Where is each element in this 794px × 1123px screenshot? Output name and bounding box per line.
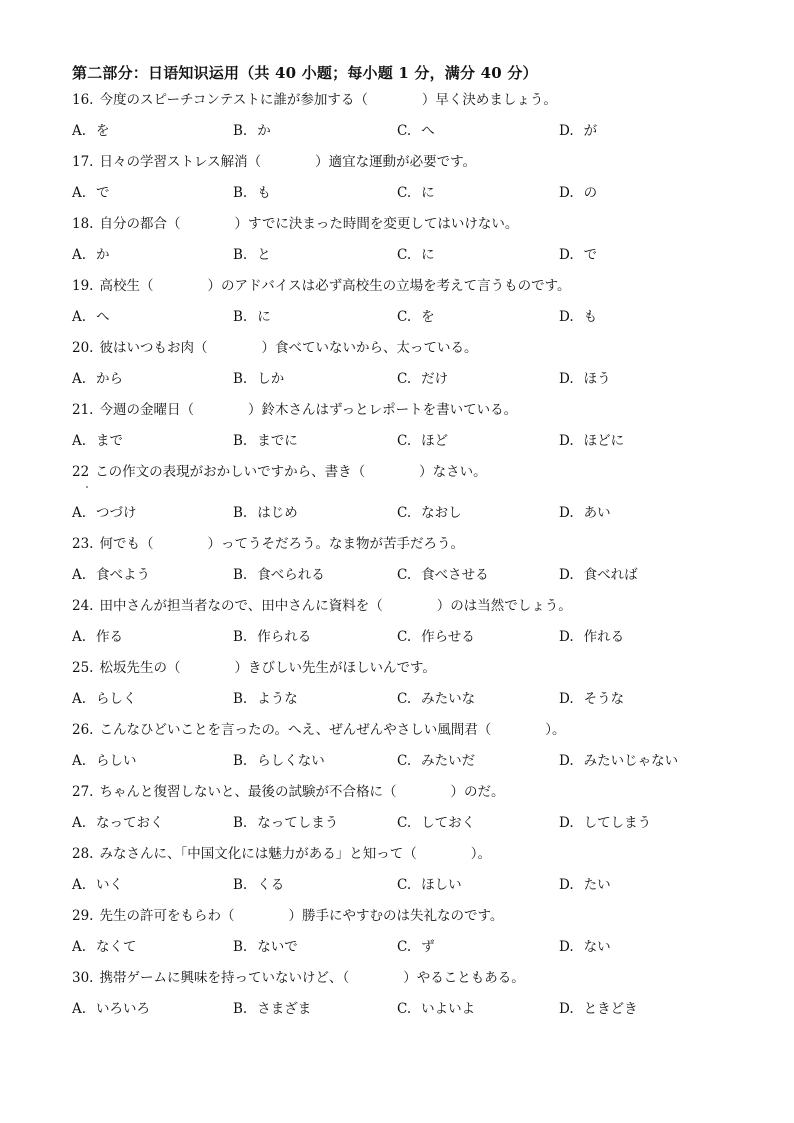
question-item: [72, 532, 762, 594]
option-letter: A.: [72, 371, 87, 387]
option-text: なっておく: [96, 815, 164, 831]
answer-option[interactable]: [559, 119, 597, 143]
option-letter: A.: [72, 629, 87, 645]
answer-options: [72, 429, 762, 453]
option-text: 作られる: [257, 629, 312, 645]
option-letter: B.: [233, 567, 248, 583]
question-item: [72, 594, 762, 656]
option-letter: D.: [559, 939, 574, 955]
question-text: [72, 594, 572, 618]
answer-option[interactable]: [72, 625, 123, 649]
option-letter: B.: [233, 185, 248, 201]
answer-option[interactable]: [397, 997, 475, 1021]
option-text: なくて: [96, 939, 137, 955]
option-text: ほど: [421, 433, 449, 449]
option-letter: D.: [559, 753, 574, 769]
answer-option[interactable]: [559, 429, 624, 453]
option-text: も: [583, 309, 598, 325]
question-text: [72, 398, 517, 422]
option-text: ないで: [257, 939, 298, 955]
option-letter: B.: [233, 877, 248, 893]
question-stem: こんなひどいことを言ったの。へえ、ぜんぜんやさしい風間君（ ）。: [99, 722, 566, 738]
answer-option[interactable]: [233, 873, 284, 897]
option-text: だけ: [421, 371, 449, 387]
question-stem: 彼はいつもお肉（ ）食べていないから、太っている。: [99, 340, 478, 356]
question-text: [72, 842, 491, 866]
answer-options: [72, 181, 762, 205]
option-letter: D.: [559, 123, 574, 139]
option-letter: D.: [559, 185, 574, 201]
option-letter: D.: [559, 247, 574, 263]
option-letter: A.: [72, 815, 87, 831]
option-letter: D.: [559, 691, 574, 707]
option-text: たい: [583, 877, 611, 893]
question-text: [72, 460, 487, 484]
question-item: [72, 336, 762, 398]
option-text: らしい: [96, 753, 137, 769]
answer-option[interactable]: [559, 501, 611, 525]
question-text: [72, 336, 477, 360]
answer-option[interactable]: [233, 429, 298, 453]
answer-option[interactable]: [397, 749, 475, 773]
option-letter: A.: [72, 433, 87, 449]
answer-options: [72, 501, 762, 525]
question-item: [72, 842, 762, 904]
option-text: なってしまう: [257, 815, 339, 831]
question-number: 17.: [72, 154, 94, 170]
question-number: 19.: [72, 278, 94, 294]
answer-option[interactable]: [72, 811, 164, 835]
answer-option[interactable]: [233, 749, 325, 773]
stray-dot-mark: [86, 486, 88, 488]
answer-option[interactable]: [397, 305, 435, 329]
answer-options: [72, 119, 762, 143]
option-letter: D.: [559, 567, 574, 583]
option-text: しておく: [421, 815, 476, 831]
option-letter: A.: [72, 185, 87, 201]
answer-option[interactable]: [72, 501, 137, 525]
option-letter: A.: [72, 123, 87, 139]
option-text: ときどき: [583, 1001, 638, 1017]
option-letter: B.: [233, 1001, 248, 1017]
option-letter: D.: [559, 309, 574, 325]
question-text: [72, 780, 504, 804]
answer-option[interactable]: [233, 625, 311, 649]
question-item: [72, 274, 762, 336]
question-number: 21.: [72, 402, 94, 418]
question-number: 24.: [72, 598, 94, 614]
option-text: の: [583, 185, 598, 201]
answer-option[interactable]: [72, 687, 137, 711]
option-text: ない: [583, 939, 611, 955]
answer-option[interactable]: [397, 873, 462, 897]
answer-option[interactable]: [72, 935, 137, 959]
option-letter: C.: [397, 877, 412, 893]
answer-option[interactable]: [233, 181, 271, 205]
answer-options: [72, 367, 762, 391]
option-text: まで: [96, 433, 124, 449]
option-text: みたいだ: [421, 753, 476, 769]
option-text: も: [257, 185, 271, 201]
option-text: から: [96, 371, 124, 387]
answer-option[interactable]: [72, 749, 137, 773]
answer-option[interactable]: [559, 367, 611, 391]
option-text: いろいろ: [96, 1001, 151, 1017]
question-number: 25.: [72, 660, 94, 676]
option-text: あい: [583, 505, 611, 521]
option-letter: B.: [233, 691, 248, 707]
answer-option[interactable]: [559, 873, 611, 897]
option-letter: B.: [233, 371, 248, 387]
question-list: [72, 88, 762, 1028]
answer-option[interactable]: [559, 305, 597, 329]
option-text: までに: [257, 433, 298, 449]
question-stem: 自分の都合（ ）すでに決まった時間を変更してはいけない。: [99, 216, 519, 232]
question-item: [72, 88, 762, 150]
answer-options: [72, 687, 762, 711]
answer-options: [72, 305, 762, 329]
option-letter: A.: [72, 247, 87, 263]
answer-option[interactable]: [72, 429, 123, 453]
option-text: が: [583, 123, 598, 139]
option-text: と: [257, 247, 271, 263]
option-letter: D.: [559, 505, 574, 521]
option-text: 食べられる: [257, 567, 325, 583]
answer-options: [72, 811, 762, 835]
option-text: みたいじゃない: [583, 753, 679, 769]
question-number: 27.: [72, 784, 94, 800]
option-text: か: [96, 247, 110, 263]
answer-option[interactable]: [72, 305, 110, 329]
question-stem: 日々の学習ストレス解消（ ）適宜な運動が必要です。: [99, 154, 476, 170]
question-item: [72, 656, 762, 718]
option-letter: C.: [397, 433, 412, 449]
question-text: [72, 904, 503, 928]
answer-option[interactable]: [72, 181, 110, 205]
answer-option[interactable]: [559, 687, 624, 711]
option-letter: B.: [233, 433, 248, 449]
option-letter: B.: [233, 753, 248, 769]
answer-option[interactable]: [72, 997, 150, 1021]
option-text: しか: [257, 371, 285, 387]
question-item: [72, 966, 762, 1028]
option-letter: D.: [559, 877, 574, 893]
question-stem: ちゃんと復習しないと、最後の試験が不合格に（ ）のだ。: [99, 784, 505, 800]
option-letter: C.: [397, 505, 412, 521]
answer-option[interactable]: [233, 687, 298, 711]
option-text: 作る: [96, 629, 124, 645]
option-letter: B.: [233, 939, 248, 955]
option-text: いよいよ: [421, 1001, 476, 1017]
answer-option[interactable]: [559, 997, 638, 1021]
question-number: 30.: [72, 970, 94, 986]
option-letter: C.: [397, 629, 412, 645]
question-number: 23.: [72, 536, 94, 552]
answer-option[interactable]: [397, 501, 462, 525]
option-text: くる: [257, 877, 285, 893]
answer-option[interactable]: [397, 811, 475, 835]
answer-option[interactable]: [233, 811, 338, 835]
option-letter: D.: [559, 371, 574, 387]
answer-option[interactable]: [559, 811, 651, 835]
option-letter: C.: [397, 691, 412, 707]
option-text: してしまう: [583, 815, 652, 831]
answer-options: [72, 243, 762, 267]
option-text: を: [96, 123, 110, 139]
option-text: ような: [257, 691, 298, 707]
option-letter: A.: [72, 505, 87, 521]
answer-option[interactable]: [72, 367, 123, 391]
answer-option[interactable]: [233, 563, 325, 587]
option-letter: C.: [397, 371, 412, 387]
question-text: [72, 532, 464, 556]
option-text: 作れる: [583, 629, 625, 645]
option-letter: B.: [233, 309, 248, 325]
answer-option[interactable]: [233, 501, 298, 525]
option-letter: C.: [397, 753, 412, 769]
answer-option[interactable]: [397, 119, 435, 143]
answer-options: [72, 935, 762, 959]
option-letter: A.: [72, 691, 87, 707]
option-text: つづけ: [96, 505, 137, 521]
option-letter: A.: [72, 753, 87, 769]
answer-option[interactable]: [559, 243, 597, 267]
option-text: で: [583, 247, 598, 263]
answer-option[interactable]: [397, 429, 448, 453]
option-letter: C.: [397, 309, 412, 325]
option-text: 食べよう: [96, 567, 151, 583]
option-letter: A.: [72, 309, 87, 325]
question-stem: 松坂先生の（ ）きびしい先生がほしいんです。: [99, 660, 436, 676]
option-letter: A.: [72, 1001, 87, 1017]
answer-options: [72, 873, 762, 897]
question-number: 29.: [72, 908, 94, 924]
answer-option[interactable]: [72, 119, 110, 143]
question-stem: みなさんに、「中国文化には魅力がある」と知って（ ）。: [99, 846, 491, 862]
question-number: 20.: [72, 340, 94, 356]
option-text: なおし: [421, 505, 462, 521]
answer-option[interactable]: [397, 243, 435, 267]
option-letter: C.: [397, 123, 412, 139]
option-text: らしく: [96, 691, 137, 707]
answer-option[interactable]: [397, 687, 475, 711]
answer-option[interactable]: [397, 625, 475, 649]
question-stem: 今週の金曜日（ ）鈴木さんはずっとレポートを書いている。: [99, 402, 518, 418]
option-text: か: [257, 123, 271, 139]
answer-options: [72, 625, 762, 649]
option-letter: C.: [397, 247, 412, 263]
section-heading: 第二部分：日语知识运用（共 40 小题；每小题 1 分，满分 40 分）: [72, 64, 538, 82]
question-number: 28.: [72, 846, 94, 862]
option-text: ほう: [583, 371, 611, 387]
answer-option[interactable]: [233, 935, 298, 959]
option-text: に: [257, 309, 271, 325]
answer-option[interactable]: [233, 243, 271, 267]
answer-option[interactable]: [72, 873, 123, 897]
question-text: [72, 150, 476, 174]
option-letter: B.: [233, 123, 248, 139]
option-text: へ: [421, 123, 435, 139]
option-letter: D.: [559, 433, 574, 449]
answer-option[interactable]: [233, 305, 271, 329]
answer-option[interactable]: [72, 243, 110, 267]
answer-options: [72, 749, 762, 773]
option-text: を: [421, 309, 435, 325]
option-letter: C.: [397, 815, 412, 831]
option-letter: D.: [559, 815, 574, 831]
question-text: [72, 274, 571, 298]
option-letter: B.: [233, 505, 248, 521]
option-letter: D.: [559, 629, 574, 645]
question-stem: 高校生（ ）のアドバイスは必ず高校生の立場を考えて言うものです。: [99, 278, 571, 294]
option-text: 作らせる: [421, 629, 475, 645]
option-letter: C.: [397, 185, 412, 201]
question-stem: 何でも（ ）ってうそだろう。なま物が苦手だろう。: [99, 536, 464, 552]
option-letter: B.: [233, 815, 248, 831]
question-item: [72, 718, 762, 780]
question-item: [72, 398, 762, 460]
option-text: で: [96, 185, 110, 201]
option-text: そうな: [583, 691, 625, 707]
answer-option[interactable]: [233, 367, 284, 391]
question-stem: この作文の表現がおかしいですから、書き（ ）なさい。: [95, 464, 487, 480]
answer-option[interactable]: [72, 563, 150, 587]
option-text: へ: [96, 309, 110, 325]
question-stem: 田中さんが担当者なので、田中さんに資料を（ ）のは当然でしょう。: [99, 598, 572, 614]
question-text: [72, 88, 557, 112]
option-letter: A.: [72, 939, 87, 955]
question-number: 16.: [72, 92, 94, 108]
option-letter: D.: [559, 1001, 574, 1017]
option-text: はじめ: [257, 505, 298, 521]
answer-option[interactable]: [559, 935, 611, 959]
option-text: みたいな: [421, 691, 476, 707]
option-text: に: [421, 247, 435, 263]
question-stem: 携帯ゲームに興味を持っていないけど、（ ）やることもある。: [99, 970, 525, 986]
answer-option[interactable]: [559, 563, 638, 587]
option-letter: B.: [233, 247, 248, 263]
answer-options: [72, 563, 762, 587]
answer-option[interactable]: [233, 119, 271, 143]
option-text: に: [421, 185, 435, 201]
question-number: 26.: [72, 722, 94, 738]
question-item: [72, 212, 762, 274]
option-text: 食べれば: [583, 567, 638, 583]
question-stem: 今度のスピーチコンテストに誰が参加する（ ）早く決めましょう。: [99, 92, 557, 108]
answer-option[interactable]: [559, 749, 678, 773]
option-text: ほしい: [421, 877, 462, 893]
question-item: [72, 460, 762, 532]
question-item: [72, 150, 762, 212]
answer-options: [72, 997, 762, 1021]
question-item: [72, 780, 762, 842]
option-text: いく: [96, 877, 124, 893]
option-letter: A.: [72, 877, 87, 893]
answer-option[interactable]: [233, 997, 311, 1021]
answer-option[interactable]: [397, 181, 435, 205]
question-text: [72, 656, 436, 680]
option-letter: C.: [397, 939, 412, 955]
question-number: 18.: [72, 216, 94, 232]
answer-option[interactable]: [559, 181, 597, 205]
option-letter: B.: [233, 629, 248, 645]
option-text: ず: [421, 939, 435, 955]
option-text: らしくない: [257, 753, 325, 769]
answer-option[interactable]: [559, 625, 624, 649]
answer-option[interactable]: [397, 563, 489, 587]
question-text: [72, 718, 566, 742]
option-letter: C.: [397, 567, 412, 583]
answer-option[interactable]: [397, 935, 435, 959]
option-text: ほどに: [583, 433, 625, 449]
question-text: [72, 966, 525, 990]
option-text: 食べさせる: [421, 567, 489, 583]
question-item: [72, 904, 762, 966]
answer-option[interactable]: [397, 367, 448, 391]
option-letter: C.: [397, 1001, 412, 1017]
question-stem: 先生の許可をもらわ（ ）勝手にやすむのは失礼なのです。: [99, 908, 504, 924]
option-letter: A.: [72, 567, 87, 583]
option-text: さまざま: [257, 1001, 312, 1017]
question-text: [72, 212, 518, 236]
question-number: 22: [72, 464, 90, 480]
